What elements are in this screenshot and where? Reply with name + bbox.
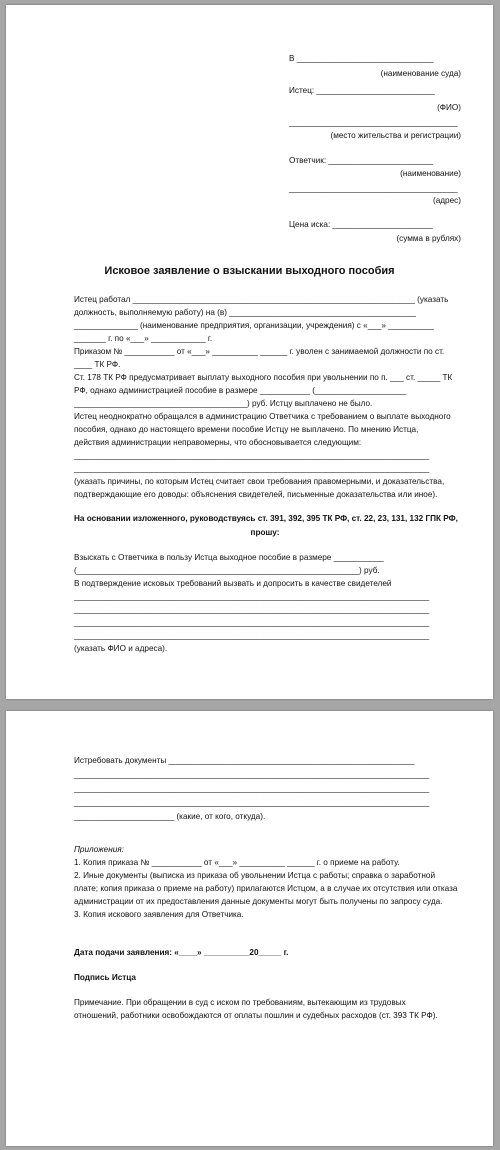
body-line: Приказом № ___________ от «___» __________ ______ г. уволен с занимаемой должности по ст. bbox=[74, 347, 445, 356]
defendant-line: Ответчик: _______________________ bbox=[289, 156, 434, 165]
body-line: ______________________________________) руб. Истцу выплачено не было. bbox=[74, 399, 373, 408]
appendix-item: администрации от их предоставления данные документы могут быть получены по запросу суда. bbox=[74, 897, 443, 906]
request-word: прошу: bbox=[250, 528, 280, 537]
document-title: Исковое заявление о взыскании выходного пособия bbox=[104, 265, 395, 277]
body-line: Истец неоднократно обращался в администрацию Ответчика с требованием о выплате выходного bbox=[74, 412, 451, 421]
appendix-item: 2. Иные документы (выписка из приказа об увольнении Истца с работы; справка о заработной bbox=[74, 871, 436, 880]
appendix-item: 3. Копия искового заявления для Ответчика. bbox=[74, 910, 244, 919]
note-line: отношений, работники освобождаются от оплаты пошлин и судебных расходов (ст. 393 ТК РФ). bbox=[74, 1011, 438, 1020]
claim-value-line: Цена иска: ______________________ bbox=[289, 220, 433, 229]
body-line: ______________ (наименование предприятия, организации, учреждения) с «___» __________ bbox=[74, 321, 434, 330]
blank-line: ______________________________________________________________________________ bbox=[74, 618, 430, 627]
body-line: _______ г. по «___» ____________ г. bbox=[74, 334, 213, 343]
body-line: РФ, однако администрацией пособие в размере ___________ (____________________ bbox=[74, 386, 407, 395]
documents-caption: ______________________ (какие, от кого, откуда). bbox=[74, 812, 266, 821]
plaintiff-line: Истец: __________________________ bbox=[289, 86, 435, 95]
blank-line: ______________________________________________________________________________ bbox=[74, 605, 430, 614]
plaintiff-address-line: _____________________________________ bbox=[289, 118, 458, 127]
claim-line: (______________________________________________________________) руб. bbox=[74, 566, 380, 575]
body-line: пособия, однако до настоящего времени пособие Истцу не выплачено. По мнению Истца, bbox=[74, 425, 419, 434]
body-line: должность, выполняемую работу) на (в) _________________________________________ bbox=[74, 308, 416, 317]
plaintiff-caption: (ФИО) bbox=[437, 103, 461, 112]
document-page-1 bbox=[6, 5, 493, 699]
claim-line: (указать ФИО и адреса). bbox=[74, 644, 168, 653]
court-line: В ______________________________ bbox=[289, 54, 434, 63]
basis-line: На основании изложенного, руководствуясь ст. 391, 392, 395 ТК РФ, ст. 22, 23, 131, 132 ГПК РФ, bbox=[74, 514, 458, 523]
blank-line: ______________________________________________________________________________ bbox=[74, 464, 430, 473]
body-line: (указать причины, по которым Истец считает свои требования правомерными, и доказательства, bbox=[74, 477, 445, 486]
defendant-address-line: _____________________________________ bbox=[289, 184, 458, 193]
appendix-item: 1. Копия приказа № ___________ от «___» __________ ______ г. о приеме на работу. bbox=[74, 858, 400, 867]
filing-date-line: Дата подачи заявления: «____» __________20_____ г. bbox=[74, 948, 289, 957]
body-line: ____ ТК РФ. bbox=[74, 360, 121, 369]
court-caption: (наименование суда) bbox=[380, 69, 461, 78]
claim-line: В подтверждение исковых требований вызвать и допросить в качестве свидетелей bbox=[74, 579, 392, 588]
claim-value-caption: (сумма в рублях) bbox=[396, 234, 461, 243]
claim-line: Взыскать с Ответчика в пользу Истца выходное пособие в размере ___________ bbox=[74, 553, 384, 562]
body-line: Ст. 178 ТК РФ предусматривает выплату выходного пособия при увольнении по п. ___ ст. _____ ТК bbox=[74, 373, 453, 382]
appendix-item: плате; копия приказа о приеме на работу) прилагаются Истцом, а в случае их отсутствия или отказа bbox=[74, 884, 458, 893]
defendant-address-caption: (адрес) bbox=[433, 196, 461, 205]
defendant-caption: (наименование) bbox=[400, 169, 461, 178]
documents-line: Истребовать документы ______________________________________________________ bbox=[74, 756, 415, 765]
body-line: Истец работал ______________________________________________________________ (указать bbox=[74, 295, 449, 304]
document-page-2 bbox=[6, 711, 493, 1146]
body-line: действия администрации неправомерны, что обосновывается следующим: bbox=[74, 438, 362, 447]
blank-line: ______________________________________________________________________________ bbox=[74, 631, 430, 640]
blank-line: ______________________________________________________________________________ bbox=[74, 592, 430, 601]
blank-line: ______________________________________________________________________________ bbox=[74, 451, 430, 460]
note-line: Примечание. При обращении в суд с иском по требованиям, вытекающим из трудовых bbox=[74, 998, 406, 1007]
plaintiff-address-caption: (место жительства и регистрации) bbox=[330, 131, 461, 140]
blank-line: ______________________________________________________________________________ bbox=[74, 798, 430, 807]
blank-line: ______________________________________________________________________________ bbox=[74, 770, 430, 779]
body-line: подтверждающие его доводы: объяснения свидетелей, письменные доказательства или иное). bbox=[74, 490, 438, 499]
signature-label: Подпись Истца bbox=[74, 973, 136, 982]
appendix-heading: Приложения: bbox=[74, 845, 124, 854]
blank-line: ______________________________________________________________________________ bbox=[74, 784, 430, 793]
